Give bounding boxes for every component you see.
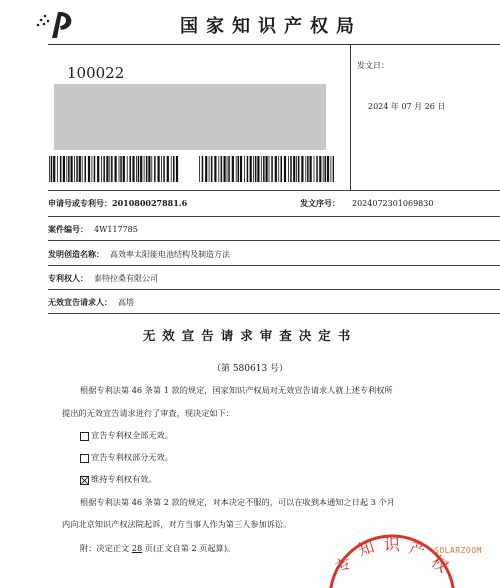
application-number-label: 申请号或专利号：: [48, 198, 112, 208]
row-divider: [48, 216, 500, 217]
row-divider: [48, 289, 500, 290]
checkbox-unchecked-icon: [80, 454, 89, 463]
checkbox-checked-icon: [80, 476, 89, 485]
doc-serial-row: [300, 198, 433, 209]
issue-date-label: 发文日：: [357, 61, 389, 70]
header-vertical-divider: [350, 44, 351, 190]
watermark: SOLARZOOM: [434, 546, 482, 555]
attachment-suffix: 页(正文自第 2 页起算)。: [142, 543, 236, 553]
attachment-prefix: 附：决定正文: [80, 543, 132, 553]
paragraph-1-line-2: 提出的无效宣告请求进行了审查，现决定如下：: [62, 408, 234, 418]
row-divider: [48, 313, 500, 314]
svg-text:专: 专: [331, 552, 356, 578]
requester-value: 高塔: [118, 298, 134, 307]
option-full-invalid: [80, 430, 173, 441]
postal-code: 100022: [67, 64, 125, 82]
attachment-pages: 28: [131, 543, 143, 553]
cnipa-logo-icon: [34, 8, 82, 40]
option-label: 宣告专利权全部无效。: [91, 430, 173, 440]
official-seal-icon: [322, 528, 462, 588]
issue-date-value: 2024 年 07 月 26 日: [368, 102, 446, 111]
case-number-value: 4W117785: [94, 225, 138, 234]
checkbox-unchecked-icon: [80, 432, 89, 441]
paragraph-2-line-1: 根据专利法第 46 条第 2 款的规定，对本决定不服的，可以在收到本通知之日起 3 个月: [80, 497, 395, 507]
decision-number: （第 580613 号）: [211, 364, 289, 374]
doc-serial-label: 发文序号：: [300, 198, 340, 208]
svg-text:识: 识: [384, 535, 401, 554]
option-label: 维持专利权有效。: [91, 474, 157, 484]
option-maintain-valid: [80, 474, 157, 485]
org-title: 国家知识产权局: [180, 16, 362, 37]
case-number-label: 案件编号：: [48, 224, 88, 234]
invention-title-value: 高效率太阳能电池结构及制造方法: [110, 250, 230, 259]
requester-label: 无效宣告请求人：: [48, 297, 112, 307]
application-number-value: 201080027881.6: [112, 198, 188, 208]
option-partial-invalid: [80, 452, 173, 463]
svg-text:产: 产: [406, 537, 428, 561]
patentee-label: 专利权人：: [48, 273, 88, 283]
svg-text:权: 权: [427, 551, 452, 577]
case-number-row: [48, 224, 138, 235]
barcode-image: [49, 156, 334, 182]
row-divider: [48, 265, 500, 266]
paragraph-2-line-2: 内向北京知识产权法院起诉，对方当事人作为第三人参加诉讼。: [62, 519, 292, 529]
patentee-value: 泰特拉桑有限公司: [94, 274, 158, 283]
svg-text:知: 知: [355, 536, 377, 560]
redacted-address-block: [54, 84, 326, 150]
attachment-note: [80, 543, 235, 554]
header-divider: [48, 44, 500, 45]
row-divider: [48, 240, 500, 241]
option-label: 宣告专利权部分无效。: [91, 452, 173, 462]
patentee-row: [48, 273, 158, 284]
paragraph-1-line-1: 根据专利法第 46 条第 1 款的规定，国家知识产权局对无效宣告请求人就上述专利权所: [80, 385, 393, 395]
row-divider: [48, 190, 500, 191]
decision-title: 无效宣告请求审查决定书: [142, 328, 358, 343]
application-number-row: [48, 198, 187, 209]
invention-title-label: 发明创造名称：: [48, 249, 104, 259]
invention-title-row: [48, 249, 230, 260]
doc-serial-value: 2024072301069830: [352, 199, 434, 208]
requester-row: [48, 297, 134, 308]
